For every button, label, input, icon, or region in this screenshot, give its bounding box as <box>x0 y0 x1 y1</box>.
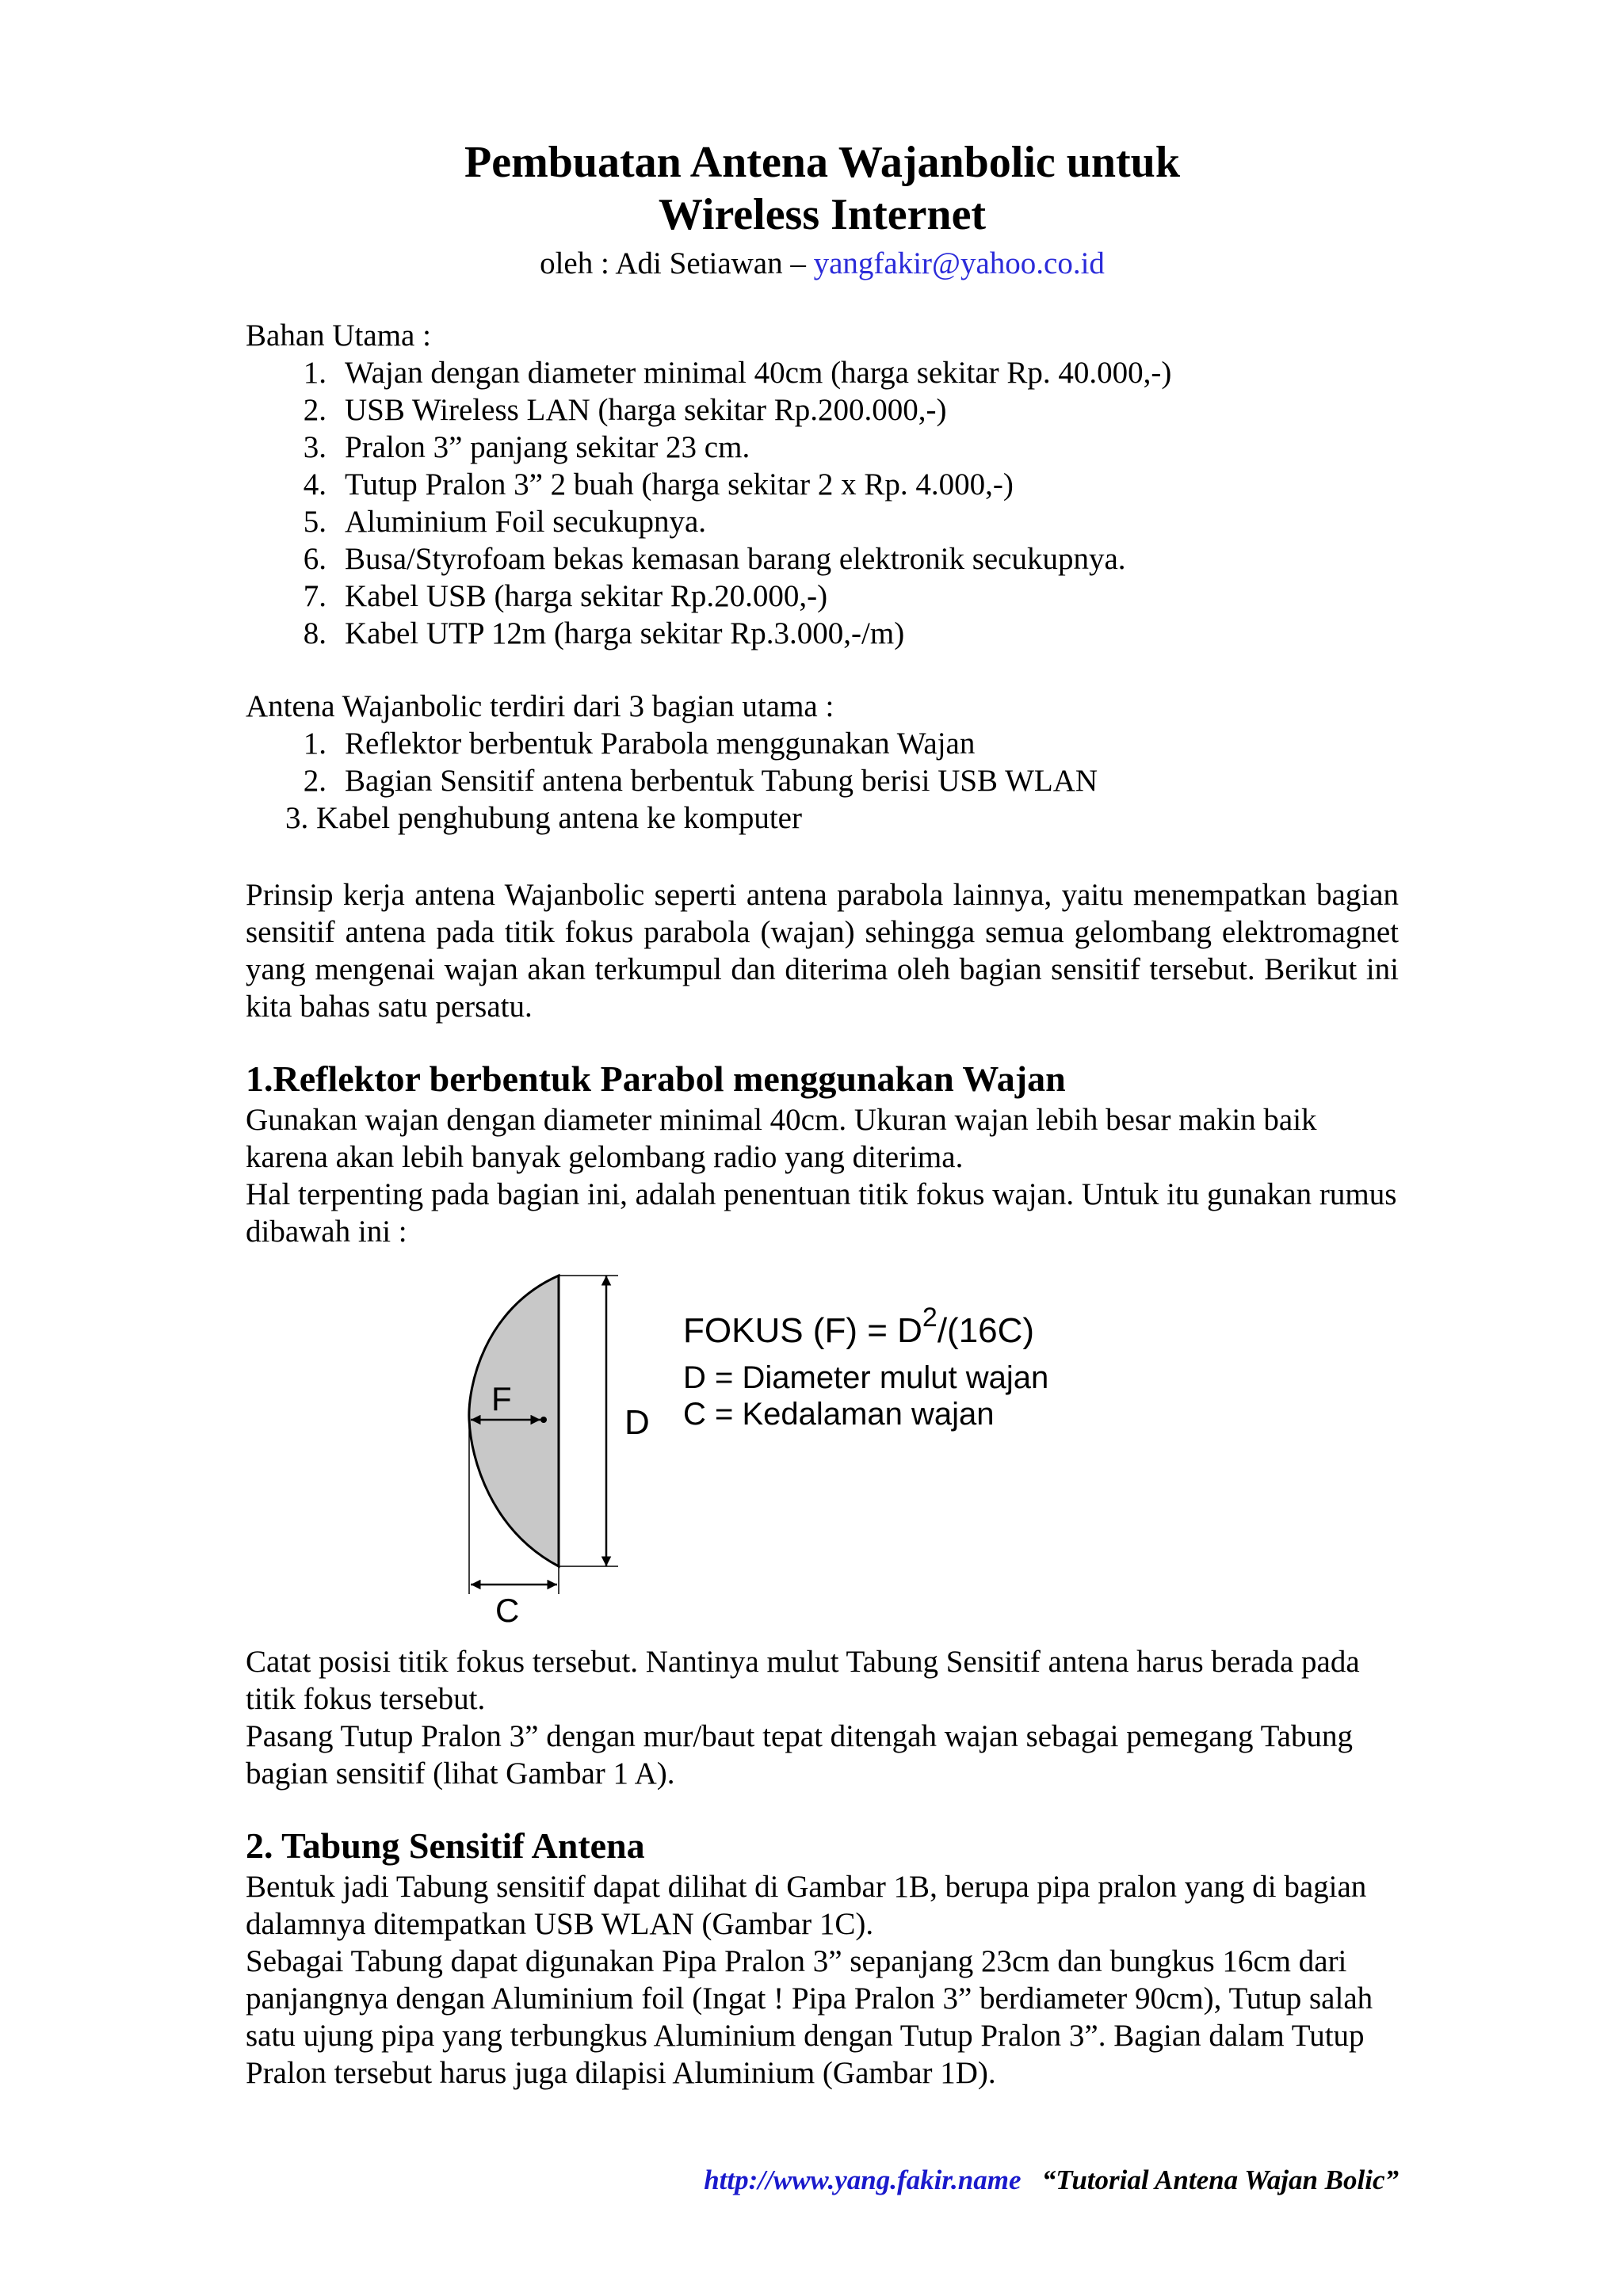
title-line-1: Pembuatan Antena Wajanbolic untuk <box>464 138 1180 187</box>
parabola-diagram <box>246 1261 1399 1629</box>
section-1-paragraph-3: Catat posisi titik fokus tersebut. Nantinya mulut Tabung Sensitif antena harus berada pada titik fokus tersebut. <box>246 1645 1360 1716</box>
list-item: 1. Wajan dengan diameter minimal 40cm (harga sekitar Rp. 40.000,-) <box>303 356 1172 390</box>
intro-paragraph: Prinsip kerja antena Wajanbolic seperti antena parabola lainnya, yaitu menempatkan bagian sensitif antena pada titik fokus parabola (wajan) sehingga semua gelombang elektromagnet yang mengenai wajan akan terkumpul dan diterima oleh bagian sensitif tersebut. Berikut ini kita bahas satu persatu. <box>246 878 1399 1024</box>
section-2-heading: 2. Tabung Sensitif Antena <box>246 1825 645 1866</box>
footer-url-link[interactable]: http://www.yang.fakir.name <box>704 2164 1022 2195</box>
list-item: 2. USB Wireless LAN (harga sekitar Rp.200.000,-) <box>303 393 947 427</box>
section-1-heading: 1.Reflektor berbentuk Parabol menggunakan Wajan <box>246 1058 1066 1099</box>
formula-text: FOKUS $(F) = D^2/(16C)$ <box>683 1302 1035 1350</box>
definition-d: D = Diameter mulut wajan <box>683 1360 1049 1395</box>
list-item: 8. Kabel UTP 12m (harga sekitar Rp.3.000,-/m) <box>303 616 905 650</box>
document-title <box>246 136 1399 241</box>
materials-list <box>246 354 1399 652</box>
author-byline <box>246 244 1399 284</box>
page-footer <box>704 2164 1399 2196</box>
parts-list <box>246 725 1399 837</box>
list-item: 3. Kabel penghubung antena ke komputer <box>285 801 802 835</box>
footer-title: “Tutorial Antena Wajan Bolic” <box>1041 2164 1399 2195</box>
section-1-paragraph-1: Gunakan wajan dengan diameter minimal 40cm. Ukuran wajan lebih besar makin baik karena akan lebih banyak gelombang radio yang diterima. <box>246 1103 1317 1174</box>
section-2-paragraph-1: Bentuk jadi Tabung sensitif dapat dilihat di Gambar 1B, berupa pipa pralon yang di bagian dalamnya ditempatkan USB WLAN (Gambar 1C). <box>246 1870 1367 1941</box>
section-1-paragraph-4: Pasang Tutup Pralon 3” dengan mur/baut tepat ditengah wajan sebagai pemegang Tabung bagian sensitif (lihat Gambar 1 A). <box>246 1719 1353 1791</box>
parts-heading: Antena Wajanbolic terdiri dari 3 bagian utama : <box>246 689 834 723</box>
focus-formula-figure <box>246 1261 1399 1629</box>
document-body <box>246 136 1399 2092</box>
label-d: D <box>624 1403 650 1442</box>
list-item: 4. Tutup Pralon 3” 2 buah (harga sekitar 2 x Rp. 4.000,-) <box>303 467 1014 502</box>
list-item: 6. Busa/Styrofoam bekas kemasan barang elektronik secukupnya. <box>303 542 1126 576</box>
list-item: 3. Pralon 3” panjang sekitar 23 cm. <box>303 430 750 464</box>
focus-point <box>540 1417 547 1423</box>
list-item: 2. Bagian Sensitif antena berbentuk Tabung berisi USB WLAN <box>303 764 1098 798</box>
byline-prefix: oleh : Adi Setiawan – <box>540 246 814 280</box>
list-item: 1. Reflektor berbentuk Parabola menggunakan Wajan <box>303 727 976 761</box>
definition-c: C = Kedalaman wajan <box>683 1397 995 1432</box>
section-1-paragraph-2: Hal terpenting pada bagian ini, adalah penentuan titik fokus wajan. Untuk itu gunakan rumus dibawah ini : <box>246 1177 1397 1249</box>
label-c: C <box>495 1592 520 1629</box>
section-2-paragraph-2: Sebagai Tabung dapat digunakan Pipa Pralon 3” sepanjang 23cm dan bungkus 16cm dari panjangnya dengan Aluminium foil (Ingat ! Pipa Pralon 3” berdiameter 90cm), Tutup salah satu ujung pipa yang terbungkus Aluminium dengan Tutup Pralon 3”. Bagian dalam Tutup Pralon tersebut harus juga dilapisi Aluminium (Gambar 1D). <box>246 1944 1373 2090</box>
label-f: F <box>491 1380 512 1417</box>
materials-heading: Bahan Utama : <box>246 318 431 353</box>
author-email-link[interactable]: yangfakir@yahoo.co.id <box>813 246 1105 280</box>
title-line-2: Wireless Internet <box>658 190 987 239</box>
list-item: 5. Aluminium Foil secukupnya. <box>303 505 707 539</box>
list-item: 7. Kabel USB (harga sekitar Rp.20.000,-) <box>303 579 828 613</box>
